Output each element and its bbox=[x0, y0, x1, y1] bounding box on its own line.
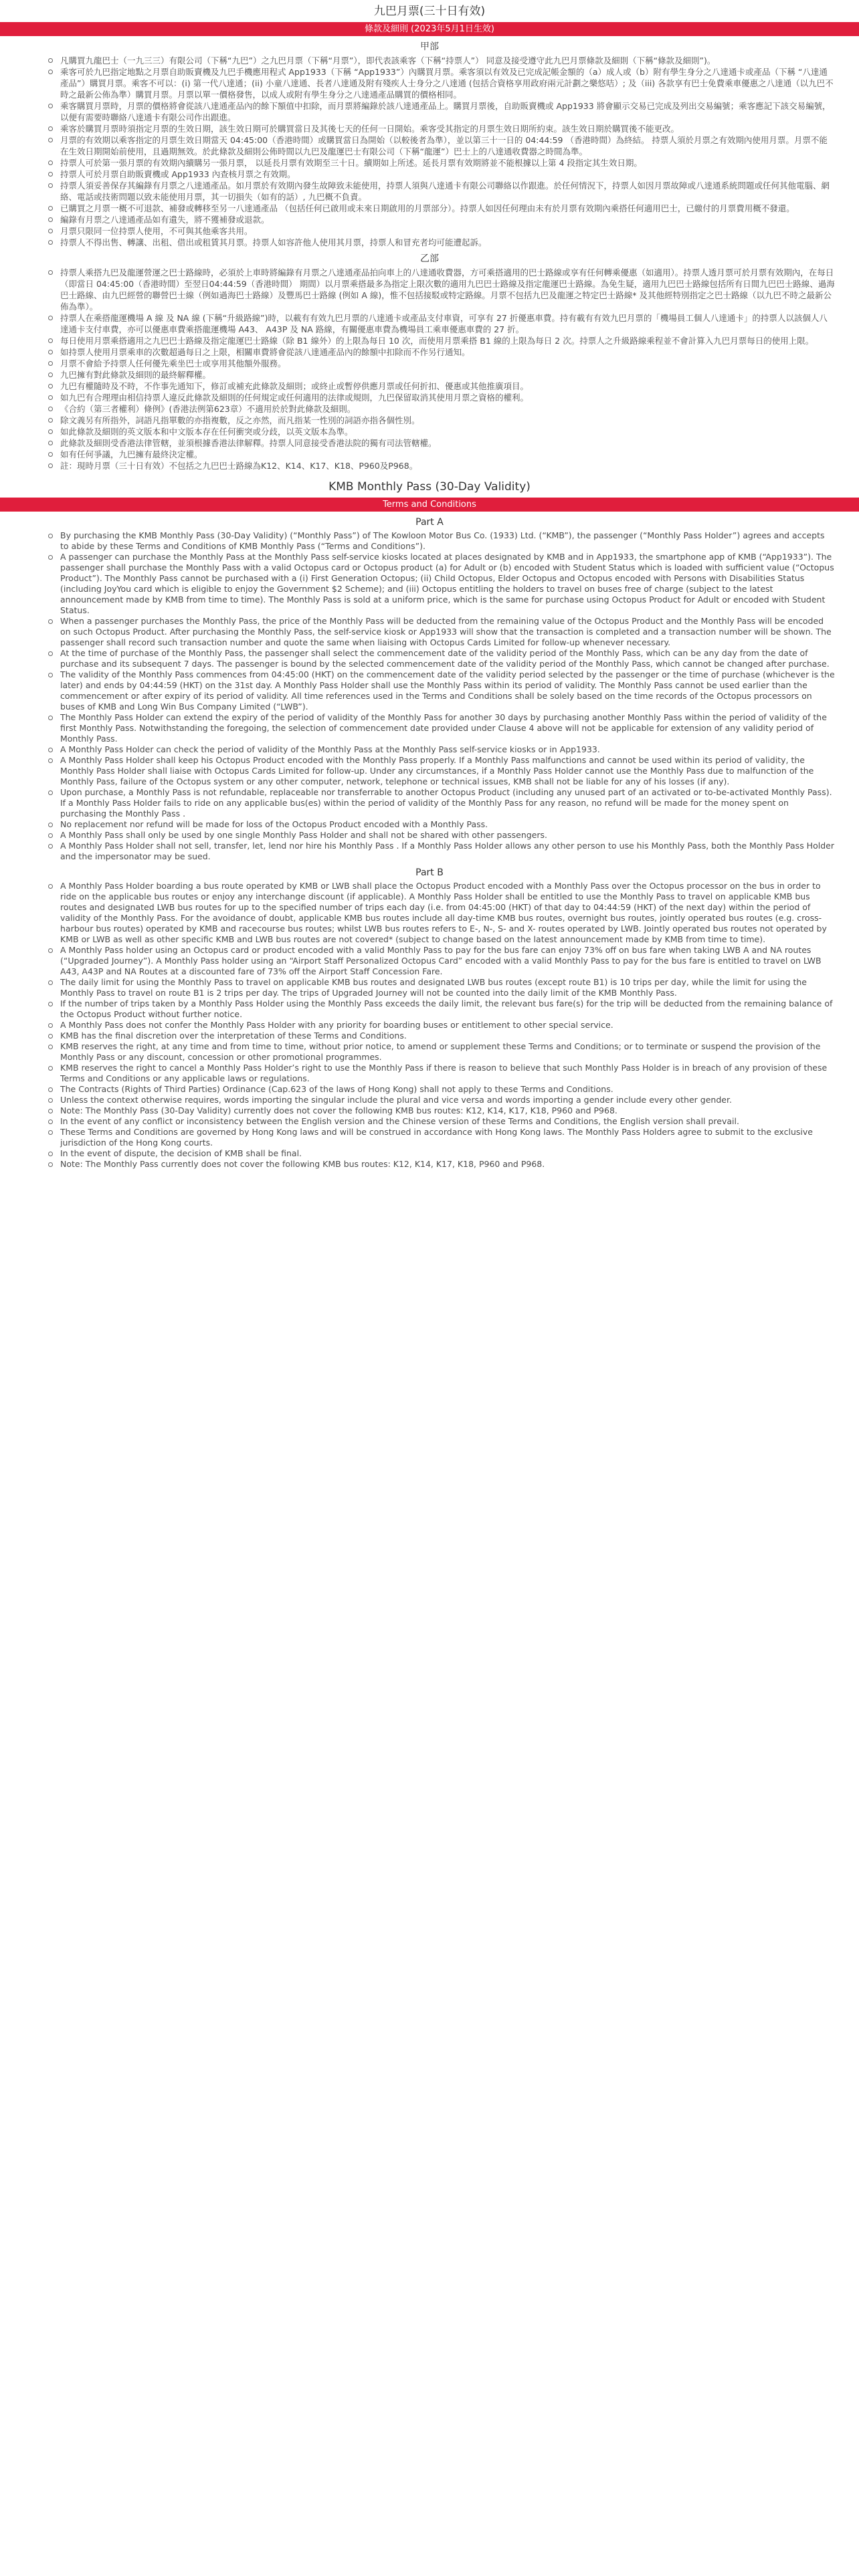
terms-clause: 持票人不得出售、轉讓、出租、借出或租賃其月票。持票人如容許他人使用其月票，持票人和冒充者均可能遭起訴。 bbox=[59, 237, 835, 248]
terms-clause: KMB has the final discretion over the interpretation of these Terms and Conditions. bbox=[59, 1031, 835, 1041]
terms-clause: 此條款及細則受香港法律管轄，並須根據香港法律解釋。持票人同意接受香港法院的獨有司法管轄權。 bbox=[59, 437, 835, 449]
terms-clause: When a passenger purchases the Monthly Pass, the price of the Monthly Pass will be deducted from the remaining value of the Octopus Product and the Monthly Pass will be encoded on such Octopus Product. After purchasing the Monthly Pass, the self-service kiosk or App1933 will show that the transaction is completed and a transaction number will be shown. The passenger shall record such transaction number and quote the same when liaising with Octopus Cards Limited for follow-up whenever necessary. bbox=[59, 616, 835, 648]
terms-clause: 持票人須妥善保存其編錄有月票之八達通產品。如月票於有效期內發生故障致未能使用，持票人須與八達通卡有限公司聯絡以作跟進。於任何情況下，持票人如因月票故障或八達通系統問題或任何其他電腦、網絡、電話或技術問題以致未能使用月票，其一切損失（如有的話）, 九巴概不負責。 bbox=[59, 180, 835, 203]
terms-clause: A Monthly Pass Holder boarding a bus route operated by KMB or LWB shall place the Octopus Product encoded with a Monthly Pass over the Octopus processor on the bus in order to ride on the applicable bus routes or enjoy any interchange discount (if applicable). A Monthly Pass Holder shall be entitled to use the Monthly Pass to travel on applicable KMB bus routes and designated LWB bus routes for up to the specified number of trips each day (i.e. from 04:45:00 (HKT) of that day to 04:44:59 (HKT) of the next day) within the period of validity of the Monthly Pass. For the avoidance of doubt, applicable KMB bus routes include all day-time KMB bus routes, overnight bus routes, jointly operated bus routes (e.g. cross-harbour bus routes) operated by KMB and racecourse bus routes; whilst LWB bus routes refers to E-, N-, S- and X- routes operated by LWB. Jointly operated bus routes not operated by KMB or LWB as well as other specific KMB and LWB bus routes are not covered* (subject to change based on the latest announcement made by KMB from time to time). bbox=[59, 881, 835, 945]
page-title-zh: 九巴月票(三十日有效) bbox=[373, 5, 486, 18]
terms-clause: 註：現時月票（三十日有效）不包括之九巴巴士路線為K12、K14、K17、K18、P960及P968。 bbox=[59, 460, 835, 471]
terms-clause: 九巴擁有對此條款及細則的最終解釋權。 bbox=[59, 369, 835, 381]
terms-clause: 九巴有權隨時及不時，不作事先通知下，修訂或補充此條款及細則；或終止或暫停供應月票或任何折扣、優惠或其他推廣項目。 bbox=[59, 381, 835, 392]
terms-clause: 如持票人使用月票乘車的次數超過每日之上限，相關車費將會從該八達通產品內的餘額中扣除而不作另行通知。 bbox=[59, 346, 835, 358]
terms-page bbox=[0, 0, 859, 1170]
terms-clause: A Monthly Pass shall only be used by one single Monthly Pass Holder and shall not be shared with other passengers. bbox=[59, 830, 835, 841]
terms-clause: 持票人在乘搭龍運機場 A 線 及 NA 線 (下稱“升級路線”)時，以載有有效九巴月票的八達通卡或產品支付車資，可享有 27 折優惠車費。持有載有有效九巴月票的「機場員工個人八達通卡」的持票人以該個人八達通卡支付車費，亦可以優惠車費乘搭龍運機場 A43、 A43P 及 NA 路線，有關優惠車費為機場員工乘車優惠車費的 27 折。 bbox=[59, 312, 835, 335]
terms-clause: A Monthly Pass Holder shall keep his Octopus Product encoded with the Monthly Pass properly. If a Monthly Pass malfunctions and cannot be used within its period of validity, the Monthly Pass Holder shall liaise with Octopus Cards Limited for follow-up. Under any circumstances, if a Monthly Pass Holder cannot use the Monthly Pass due to malfunction of the Monthly Pass, failure of the Octopus system or any other computer, network, telephone or technical issues, KMB shall not be liable for any of his losses (if any). bbox=[59, 755, 835, 787]
part-b-list-zh bbox=[0, 267, 859, 471]
part-a-list-en bbox=[0, 530, 859, 862]
terms-clause: These Terms and Conditions are governed by Hong Kong laws and will be construed in accordance with Hong Kong laws. The Monthly Pass Holders agree to submit to the exclusive jurisdiction of the Hong Kong courts. bbox=[59, 1127, 835, 1148]
part-b-heading-en: Part B bbox=[415, 867, 444, 878]
terms-clause: 乘客購買月票時，月票的價格將會從該八達通產品內的餘下額值中扣除，而月票將編錄於該八達通產品上。購買月票後，自助販賣機或 App1933 將會顯示交易已完成及列出交易編號；乘客應記下該交易編號，以便有需要時聯絡八達通卡有限公司作出跟進。 bbox=[59, 100, 835, 123]
terms-clause: 已購買之月票一概不可退款、補發或轉移至另一八達通產品 （包括任何已啟用或未來日期啟用的月票部分）。持票人如因任何理由未有於月票有效期內乘搭任何適用巴士，已繳付的月票費用概不發還。 bbox=[59, 203, 835, 214]
terms-clause: 凡購買九龍巴士（一九三三）有限公司（下稱“九巴”）之九巴月票（下稱“月票”），即代表該乘客（下稱“持票人”） 同意及接受遵守此九巴月票條款及細則（下稱“條款及細則”)。 bbox=[59, 55, 835, 66]
terms-clause: 如九巴有合理理由相信持票人違反此條款及細則的任何規定或任何適用的法律或規則，九巴保留取消其使用月票之資格的權利。 bbox=[59, 392, 835, 403]
terms-clause: 持票人可於第一張月票的有效期內續購另一張月票， 以延長月票有效期至三十日。續期如上所述。延長月票有效期將並不能根據以上第 4 段指定其生效日期。 bbox=[59, 157, 835, 169]
terms-clause: 如有任何爭議，九巴擁有最終決定權。 bbox=[59, 449, 835, 460]
terms-clause: 除文義另有所指外，詞語凡指單數的亦指複數，反之亦然，而凡指某一性別的詞語亦指各個性別。 bbox=[59, 415, 835, 426]
terms-clause: Unless the context otherwise requires, words importing the singular include the plural and vice versa and words importing a gender include every other gender. bbox=[59, 1095, 835, 1105]
terms-clause: 持票人可於月票自助販賣機或 App1933 內查核月票之有效期。 bbox=[59, 169, 835, 180]
terms-clause: 乘客於購買月票時須指定月票的生效日期，該生效日期可於購買當日及其後七天的任何一日開始。乘客受其指定的月票生效日期所約束。該生效日期於購買後不能更改。 bbox=[59, 123, 835, 134]
terms-clause: A passenger can purchase the Monthly Pass at the Monthly Pass self-service kiosks located at places designated by KMB and in App1933, the smartphone app of KMB (“App1933”). The passenger shall purchase the Monthly Pass with a valid Octopus card or Octopus product (a) for Adult or (b) encoded with Student Status which is loaded with sufficient value (“Octopus Product”). The Monthly Pass cannot be purchased with a (i) First Generation Octopus; (ii) Child Octopus, Elder Octopus and Octopus encoded with Persons with Disabilities Status (including JoyYou card which is eligible to enjoy the Government $2 Scheme); and (iii) Octopus entitling the holders to travel on buses free of charge (subject to the latest announcement made by KMB from time to time). The Monthly Pass is sold at a uniform price, which is the same for purchase using Octopus Product for Adult or encoded with Student Status. bbox=[60, 552, 834, 615]
part-a-heading-zh: 甲部 bbox=[420, 41, 439, 52]
terms-header-bar-zh: 條款及細則 (2023年5月1日生效) bbox=[0, 22, 859, 36]
terms-clause: 月票不會給予持票人任何優先乘坐巴士或享用其他額外服務。 bbox=[59, 358, 835, 369]
terms-clause: 月票的有效期以乘客指定的月票生效日期當天 04:45:00（香港時間）或購買當日為開始（以較後者為準），並以第三十一日的 04:44:59 （香港時間）為終結。 持票人須於月票之有效期內使用月票。月票不能在生效日期開始前使用，且過期無效。於此條款及細則公佈時間以九巴及龍運巴士有限公司（下稱“龍運”）巴士上的八達通收費器之時間為準。 bbox=[59, 134, 835, 157]
terms-clause: 《合約（第三者權利）條例》(香港法例第623章）不適用於於對此條款及細則。 bbox=[59, 403, 835, 415]
part-a-list-zh bbox=[0, 55, 859, 248]
terms-clause: At the time of purchase of the Monthly Pass, the passenger shall select the commencement date of the validity period of the Monthly Pass, which can be any day from the date of purchase and its subsequent 7 days. The passenger is bound by the selected commencement date of the validity period of the Monthly Pass, which cannot be changed after purchase. bbox=[59, 648, 835, 669]
terms-clause: 每日使用月票乘搭適用之九巴巴士路線及指定龍運巴士路線（除 B1 線外）的上限為每日 10 次，而使用月票乘搭 B1 線的上限為每日 2 次。持票人之升級路線乘程並不會計算入九巴月票每日的使用上限。 bbox=[59, 335, 835, 346]
terms-clause: A Monthly Pass Holder shall not sell, transfer, let, lend nor hire his Monthly Pass . If a Monthly Pass Holder allows any other person to use his Monthly Pass, both the Monthly Pass Holder and the impersonator may be sued. bbox=[60, 841, 834, 861]
terms-clause: 月票只限同一位持票人使用，不可與其他乘客共用。 bbox=[59, 225, 835, 237]
terms-clause: 如此條款及細則的英文版本和中文版本存在任何衝突或分歧，以英文版本為準。 bbox=[59, 426, 835, 437]
part-b-list-en bbox=[0, 881, 859, 1170]
terms-clause: 持票人乘搭九巴及龍運營運之巴士路線時，必須於上車時將編錄有月票之八達通產品拍向車上的八達通收費器，方可乘搭適用的巴士路線或享有任何轉乘優惠（如適用）。持票人透月票可於月票有效期內，在每日（即當日 04:45:00（香港時間）至翌日04:44:59（香港時間） 期間）以月票乘搭最多為指定上限次數的適用九巴巴士路線及指定龍運巴士路線。為免生疑，適用九巴巴士路線包括所有日間九巴巴士路線、過海巴士路線、由九巴經營的聯營巴士線（例如過海巴士路線）及豐馬巴士路線 (例如 A 線)，惟不包括接駁或特定路線。月票不包括九巴及龍運之特定巴士路線* 及其他經特別指定之巴士路線（以九巴不時之最新公佈為準）。 bbox=[60, 267, 835, 312]
terms-clause: The validity of the Monthly Pass commences from 04:45:00 (HKT) on the commencement date of the validity period selected by the passenger or the time of purchase (whichever is the later) and ends by 04:44:59 (HKT) on the 31st day. A Monthly Pass Holder shall use the Monthly Pass within its period of validity. The Monthly Pass cannot be used earlier than the commencement or after expiry of its period of validity. All time references used in the Terms and Conditions shall be solely based on the time records of the Octopus processors on buses of KMB and Long Win Bus Company Limited (“LWB”). bbox=[60, 669, 835, 712]
terms-clause: Upon purchase, a Monthly Pass is not refundable, replaceable nor transferrable to another Octopus Product (including any unused part of an activated or to-be-activated Monthly Pass). If a Monthly Pass Holder fails to ride on any applicable bus(es) within the period of validity of the Monthly Pass for any reason, no refund will be made for the money spent on purchasing the Monthly Pass . bbox=[59, 787, 835, 819]
page-title-en: KMB Monthly Pass (30-Day Validity) bbox=[328, 480, 531, 494]
terms-clause: The daily limit for using the Monthly Pass to travel on applicable KMB bus routes and designated LWB bus routes (except route B1) is 10 trips per day, while the limit for using the Monthly Pass to travel on route B1 is 2 trips per day. The trips of Upgraded Journey will not be counted into the daily limit of the KMB Monthly Pass. bbox=[59, 977, 835, 998]
terms-clause: The Monthly Pass Holder can extend the expiry of the period of validity of the Monthly Pass for another 30 days by purchasing another Monthly Pass within the period of validity of the first Monthly Pass. Notwithstanding the foregoing, the selection of commencement date provided under Clause 4 above will not be applicable for extension of any validity period of Monthly Pass. bbox=[59, 712, 835, 744]
terms-clause: By purchasing the KMB Monthly Pass (30-Day Validity) (“Monthly Pass”) of The Kowloon Motor Bus Co. (1933) Ltd. (“KMB”), the passenger (“Monthly Pass Holder”) agrees and accepts to abide by these Terms and Conditions of KMB Monthly Pass (“Terms and Conditions”). bbox=[59, 530, 835, 552]
terms-clause: No replacement nor refund will be made for loss of the Octopus Product encoded with a Monthly Pass. bbox=[59, 819, 835, 830]
terms-clause: A Monthly Pass holder using an Octopus card or product encoded with a valid Monthly Pass to pay for the bus fare can enjoy 73% off on bus fare when taking LWB A and NA routes (“Upgraded Journey”). A Monthly Pass holder using an “Airport Staff Personalized Octopus Card” encoded with a valid Monthly Pass to pay for the bus fare is entitled to travel on LWB A43, A43P and NA Routes at a discounted fare of 73% off the Airport Staff Concession Fare. bbox=[59, 945, 835, 977]
part-a-heading-en: Part A bbox=[415, 517, 444, 528]
terms-header-bar-en: Terms and Conditions bbox=[0, 498, 859, 512]
terms-clause: 編錄有月票之八達通產品如有遺失，將不獲補發或退款。 bbox=[59, 214, 835, 225]
part-b-heading-zh: 乙部 bbox=[420, 253, 439, 264]
terms-clause: Note: The Monthly Pass currently does not cover the following KMB bus routes: K12, K14, K17, K18, P960 and P968. bbox=[59, 1159, 835, 1170]
terms-clause: KMB reserves the right, at any time and from time to time, without prior notice, to amend or supplement these Terms and Conditions; or to terminate or suspend the provision of the Monthly Pass or any discount, concession or other promotional programmes. bbox=[59, 1041, 835, 1063]
terms-clause: The Contracts (Rights of Third Parties) Ordinance (Cap.623 of the laws of Hong Kong) shall not apply to these Terms and Conditions. bbox=[59, 1084, 835, 1095]
terms-clause: In the event of dispute, the decision of KMB shall be final. bbox=[59, 1148, 835, 1159]
terms-clause: KMB reserves the right to cancel a Monthly Pass Holder’s right to use the Monthly Pass if there is reason to believe that such Monthly Pass Holder is in breach of any provision of these Terms and Conditions or any applicable laws or regulations. bbox=[59, 1063, 835, 1084]
terms-clause: If the number of trips taken by a Monthly Pass Holder using the Monthly Pass exceeds the daily limit, the relevant bus fare(s) for the trip will be deducted from the remaining balance of the Octopus Product without further notice. bbox=[59, 998, 835, 1020]
terms-clause: A Monthly Pass Holder can check the period of validity of the Monthly Pass at the Monthly Pass self-service kiosks or in App1933. bbox=[59, 744, 835, 755]
terms-clause: Note: The Monthly Pass (30-Day Validity) currently does not cover the following KMB bus routes: K12, K14, K17, K18, P960 and P968. bbox=[59, 1105, 835, 1116]
terms-clause: A Monthly Pass does not confer the Monthly Pass Holder with any priority for boarding buses or entitlement to other special service. bbox=[59, 1020, 835, 1031]
terms-clause: In the event of any conflict or inconsistency between the English version and the Chinese version of these Terms and Conditions, the English version shall prevail. bbox=[59, 1116, 835, 1127]
terms-clause: 乘客可於九巴指定地點之月票自助販賣機及九巴手機應用程式 App1933（下稱 “App1933”）內購買月票。乘客須以有效及已完成記帳金額的（a）成人或（b）附有學生身分之八達通卡或產品（下稱 “八達通產品”）購買月票。乘客不可以：(i) 第一代八達通；(ii) 小童八達通、長者八達通及附有殘疾人士身分之八達通 (包括合資格享用政府兩元計劃之樂悠咭）; 及（iii) 各款享有巴士免費乘車優惠之八達通（以九巴不時之最新公佈為準）購買月票。月票以單一價格發售，以成人或附有學生身分之八達通產品購買的價格相同。 bbox=[59, 66, 835, 100]
